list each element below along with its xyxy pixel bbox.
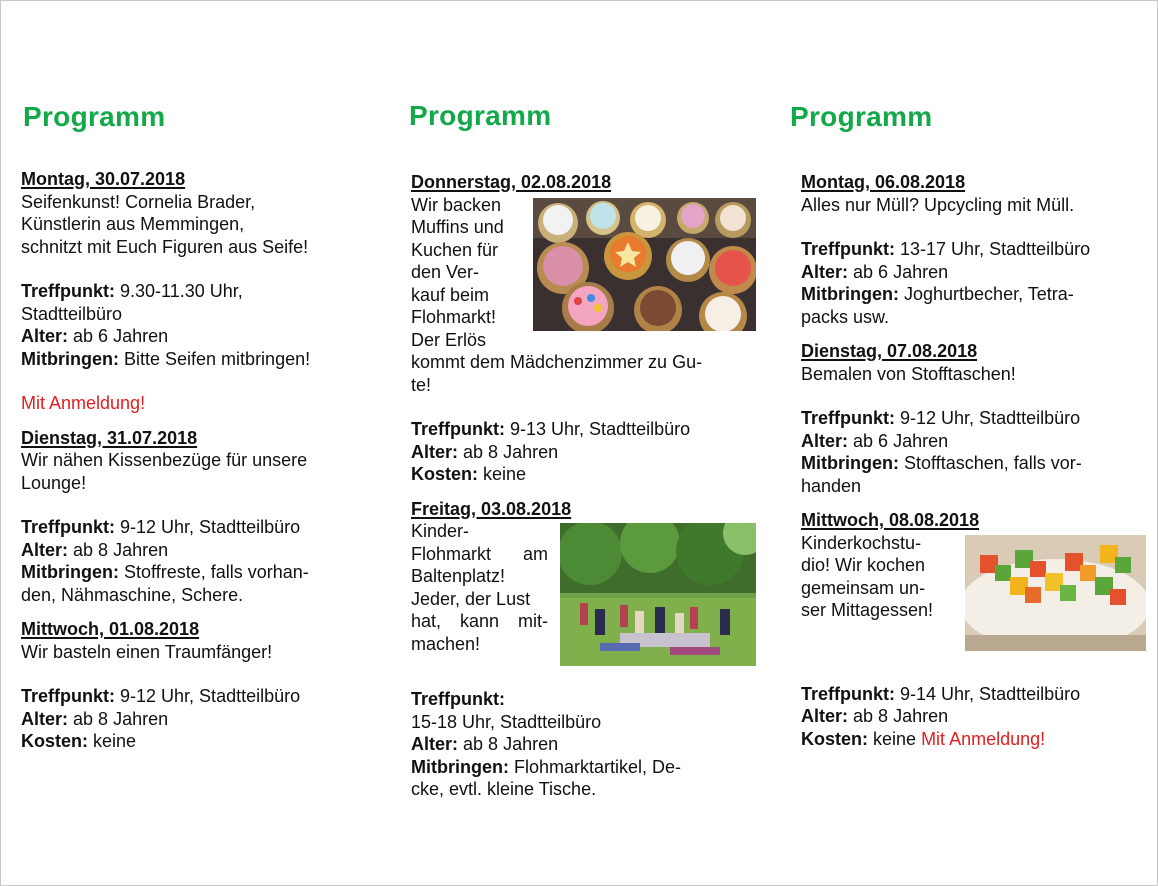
column-1-content — [21, 168, 381, 753]
event-desc-line: Muffins und — [411, 217, 504, 237]
event-dienstag-0708 — [801, 340, 1146, 497]
age-label: Alter: — [21, 708, 69, 729]
meeting-label: Treffpunkt: — [21, 281, 115, 301]
event-date: Dienstag, 31.07.2018 — [21, 427, 198, 448]
bring-value-cont: packs usw. — [801, 306, 890, 327]
meeting-label: Treffpunkt: — [21, 517, 115, 537]
age-value: ab 6 Jahren — [853, 261, 949, 282]
meeting-value: 9.30-11.30 Uhr, — [120, 281, 243, 301]
age-value: ab 8 Jahren — [73, 539, 169, 560]
event-desc-line: Kuchen für — [411, 239, 499, 260]
meeting-value: 9-14 Uhr, Stadtteilbüro — [900, 683, 1081, 704]
event-date: Freitag, 03.08.2018 — [411, 498, 572, 519]
meeting-value: 13-17 Uhr, Stadtteilbüro — [900, 239, 1091, 259]
column-3-heading: Programm — [790, 101, 933, 132]
age-label: Alter: — [411, 441, 459, 462]
event-desc-line: Bemalen von Stofftaschen! — [801, 363, 1016, 384]
age-value: ab 8 Jahren — [853, 706, 949, 726]
bring-value: Bitte Seifen mitbringen! — [124, 348, 311, 369]
event-donnerstag-0208 — [411, 171, 756, 486]
age-label: Alter: — [21, 326, 69, 346]
cost-label: Kosten: — [411, 464, 478, 484]
event-mittwoch-0108 — [21, 618, 381, 753]
cost-label: Kosten: — [21, 731, 88, 751]
meeting-label: Treffpunkt: — [411, 689, 505, 709]
age-label: Alter: — [801, 430, 849, 451]
meeting-value-cont: Stadtteilbüro — [21, 303, 123, 324]
muffins-photo — [533, 198, 756, 331]
event-dienstag-3107 — [21, 427, 381, 607]
event-desc-line: dio! Wir kochen — [801, 555, 926, 575]
column-2-heading: Programm — [409, 100, 552, 131]
event-desc-line: kauf beim — [411, 284, 490, 305]
event-desc-line: Flohmarkt! — [411, 307, 497, 327]
event-date: Montag, 06.08.2018 — [801, 172, 966, 192]
bring-label: Mitbringen: — [801, 453, 899, 473]
event-date: Mittwoch, 08.08.2018 — [801, 510, 980, 530]
age-value: ab 8 Jahren — [463, 441, 559, 462]
event-desc-line: Alles nur Müll? Upcycling mit Müll. — [801, 194, 1075, 215]
event-desc-line: gemeinsam un- — [801, 577, 926, 598]
event-desc-line: Wir backen — [411, 194, 502, 215]
bring-value: Flohmarktartikel, De- — [514, 756, 682, 777]
column-1-heading: Programm — [23, 101, 166, 132]
muffins-image — [533, 198, 756, 331]
event-desc-line: schnitzt mit Euch Figuren aus Seife! — [21, 236, 309, 257]
event-montag-0608 — [801, 171, 1146, 328]
bring-label: Mitbringen: — [21, 562, 119, 582]
event-desc-line: Wir nähen Kissenbezüge für unsere — [21, 450, 308, 470]
fleamarket-photo — [560, 523, 756, 666]
registration-note: Mit Anmeldung! — [21, 393, 146, 413]
cost-value: keine — [873, 728, 917, 749]
age-label: Alter: — [21, 539, 69, 560]
event-desc-line: Kinder- — [411, 521, 470, 541]
skewers-image — [965, 535, 1146, 651]
fleamarket-image — [560, 523, 756, 666]
meeting-value: 9-12 Uhr, Stadtteilbüro — [120, 686, 301, 706]
meeting-value: 15-18 Uhr, Stadtteilbüro — [411, 711, 602, 732]
bring-value: Stofftaschen, falls vor- — [904, 453, 1082, 473]
event-desc-line: kommt dem Mädchenzimmer zu Gu- — [411, 352, 703, 372]
column-2-content — [411, 171, 756, 801]
column-3-content — [801, 171, 1146, 750]
age-value: ab 8 Jahren — [463, 734, 559, 754]
bring-value: Joghurtbecher, Tetra- — [904, 284, 1074, 304]
cost-value: keine — [483, 464, 527, 484]
cost-label: Kosten: — [801, 728, 868, 749]
event-desc-line: Baltenplatz! — [411, 566, 506, 586]
age-label: Alter: — [801, 261, 849, 282]
event-date: Montag, 30.07.2018 — [21, 169, 186, 189]
event-desc-line: Der Erlös — [411, 329, 487, 350]
meeting-value: 9-13 Uhr, Stadtteilbüro — [510, 419, 691, 439]
bring-value-cont: den, Nähmaschine, Schere. — [21, 584, 244, 605]
bring-value: Stoffreste, falls vorhan- — [124, 562, 309, 582]
meeting-value: 9-12 Uhr, Stadtteilbüro — [120, 517, 301, 537]
event-date: Mittwoch, 01.08.2018 — [21, 619, 200, 639]
event-freitag-0308 — [411, 498, 756, 801]
event-desc-line: Künstlerin aus Memmingen, — [21, 214, 245, 234]
event-desc-line: Flohmarkt am — [411, 543, 548, 564]
event-desc-line: den Ver- — [411, 262, 480, 282]
event-desc-line: te! — [411, 374, 432, 395]
age-label: Alter: — [801, 706, 849, 726]
meeting-label: Treffpunkt: — [801, 408, 895, 428]
meeting-label: Treffpunkt: — [801, 239, 895, 259]
event-montag-3007 — [21, 168, 381, 415]
event-date: Donnerstag, 02.08.2018 — [411, 172, 612, 192]
event-desc-line: Lounge! — [21, 472, 87, 493]
age-value: ab 8 Jahren — [73, 708, 169, 729]
event-desc-line: machen! — [411, 633, 481, 654]
age-value: ab 6 Jahren — [853, 430, 949, 451]
age-label: Alter: — [411, 734, 459, 754]
bring-label: Mitbringen: — [801, 284, 899, 304]
event-desc-line: Jeder, der Lust — [411, 588, 531, 609]
event-desc-line: hat, kann mit- — [411, 611, 548, 631]
event-desc-line: ser Mittagessen! — [801, 600, 934, 620]
meeting-label: Treffpunkt: — [801, 683, 895, 704]
event-mittwoch-0808 — [801, 509, 1146, 750]
bring-value-cont: handen — [801, 475, 862, 496]
bring-label: Mitbringen: — [411, 756, 509, 777]
event-date: Dienstag, 07.08.2018 — [801, 341, 978, 361]
registration-note: Mit Anmeldung! — [921, 728, 1046, 749]
age-value: ab 6 Jahren — [73, 326, 169, 346]
meeting-label: Treffpunkt: — [411, 419, 505, 439]
skewers-photo — [965, 535, 1146, 651]
event-desc-line: Seifenkunst! Cornelia Brader, — [21, 191, 256, 212]
meeting-label: Treffpunkt: — [21, 686, 115, 706]
bring-value-cont: cke, evtl. kleine Tische. — [411, 779, 597, 799]
event-desc-line: Wir basteln einen Traumfänger! — [21, 641, 273, 662]
cost-value: keine — [93, 731, 137, 751]
event-desc-line: Kinderkochstu- — [801, 532, 922, 553]
meeting-value: 9-12 Uhr, Stadtteilbüro — [900, 408, 1081, 428]
bring-label: Mitbringen: — [21, 348, 119, 369]
